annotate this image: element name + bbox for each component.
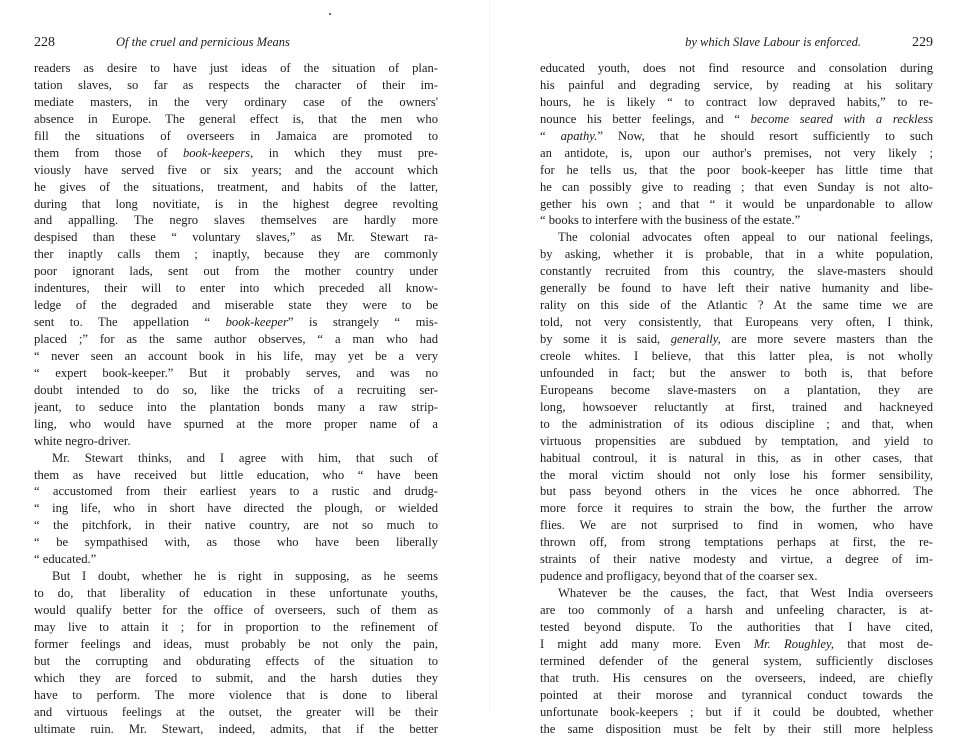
text-line: have to perform. The more violence that is done to liberal	[34, 687, 438, 702]
text-line: But I doubt, whether he is right in supposing, as he seems	[52, 569, 438, 584]
text-line: the same disposition must be felt by their still more helpless	[540, 721, 933, 736]
text-line: fill the situations of overseers in Jamaica are promoted to	[34, 128, 438, 143]
left-page	[34, 0, 438, 736]
text-line: them from those of book-keepers, in which they must pre-	[34, 145, 438, 160]
text-line: constantly recruited from this country, the slave-masters should	[540, 264, 933, 279]
right-body-text	[540, 60, 933, 738]
book-gutter	[489, 0, 491, 713]
text-line: “ books to interfere with the business of the estate.”	[540, 213, 801, 228]
text-line: to do, that liberality of education in these unfortunate youths,	[34, 586, 438, 601]
text-line: educated youth, does not find resource and consolation during	[540, 61, 933, 75]
text-line: ther inaptly calls them ; inaptly, because they are commonly	[34, 247, 438, 262]
text-line: “ ing life, who in short have directed the plough, or wielded	[34, 501, 438, 516]
text-line: “ expert book-keeper.” But it probably serves, and was no	[34, 365, 438, 380]
text-line: may live to attain it ; for in proportion to the refinement of	[34, 619, 438, 634]
text-line: mediate masters, in the very ordinary case of the owners'	[34, 94, 438, 109]
text-line: them as have received but little education, who “ have been	[34, 467, 438, 482]
right-running-head	[540, 35, 933, 53]
text-line: his painful and degrading service, by reading at his solitary	[540, 77, 933, 92]
text-line: “ apathy.” Now, that he should resort sufficiently to such	[540, 128, 933, 143]
text-line: termined defender of the general system, sufficiently discloses	[540, 653, 933, 668]
text-line: readers as desire to have just ideas of the situation of plan-	[34, 61, 438, 75]
text-line: he can possibly give to reading ; that even Sunday is not alto-	[540, 179, 933, 194]
text-line: ultimate ruin. Mr. Stewart, indeed, admits, that if the better	[34, 721, 438, 736]
text-line: by asking, whether it is probable, that in a white population,	[540, 247, 933, 262]
text-line: tation slaves, so far as respects the character of their im-	[34, 77, 438, 92]
right-page-number: 229	[912, 35, 933, 50]
text-line: pointed at their morose and tyrannical conduct towards the	[540, 687, 933, 702]
text-line: virtuous propensities are subdued by temptation, and yield to	[540, 433, 933, 448]
text-line: generally be found to have left their native humanity and libe-	[540, 281, 933, 296]
text-line: The colonial advocates often appeal to our national feelings,	[558, 230, 933, 245]
text-line: ledge of the degraded and miserable state they were to be	[34, 298, 438, 313]
text-line: doubt intended to do so, like the tricks of a recruiting ser-	[34, 382, 438, 397]
right-running-title: by which Slave Labour is enforced.	[685, 35, 861, 49]
text-line: gether his own ; and that “ it would be unpardonable to allow	[540, 196, 933, 211]
text-line: Whatever be the causes, the fact, that West India overseers	[558, 586, 933, 601]
text-line: “ be sympathised with, as those who have been liberally	[34, 535, 438, 550]
text-line: told, not very consistently, that Europeans very often, I think,	[540, 315, 933, 330]
text-line: Mr. Stewart thinks, and I agree with him, that such of	[52, 450, 438, 465]
text-line: flies. We are not surprised to find in women, who have	[540, 518, 933, 533]
text-line: an antidote, is, upon our author's premises, not very likely ;	[540, 145, 933, 160]
text-line: placed ;” for as the same author observes, “ a man who had	[34, 332, 438, 346]
text-line: rality on this side of the Atlantic ? At the same time we are	[540, 298, 933, 313]
text-line: jeant, to seduce into the plantation bonds many a raw strip-	[34, 399, 438, 414]
text-line: I might add many more. Even Mr. Roughley, that most de-	[540, 636, 933, 651]
text-line: despised than these “ voluntary slaves,” as Mr. Stewart ra-	[34, 230, 438, 245]
text-line: creole whites. I believe, that this latter plea, is not wholly	[540, 348, 933, 363]
text-line: but the corrupting and obdurating effects of the situation to	[34, 653, 438, 668]
text-line: straints of their native modesty and virtue, a degree of im-	[540, 552, 933, 567]
text-line: unfortunate book-keepers ; but if it could be doubted, whether	[540, 704, 933, 719]
text-line: “ accustomed from their earliest years to a rustic and drudg-	[34, 484, 438, 499]
text-line: white negro-driver.	[34, 433, 131, 448]
text-line: “ educated.”	[34, 552, 97, 567]
text-line: ling, who would have spurned at the more proper name of a	[34, 416, 438, 431]
text-line: and virtuous feelings at the outset, the greater will be their	[34, 704, 438, 719]
text-line: absence in Europe. The general effect is, that the men who	[34, 111, 438, 126]
left-running-title: Of the cruel and pernicious Means	[116, 35, 290, 49]
text-line: long, howsoever reluctantly at first, trained and hackneyed	[540, 399, 933, 414]
text-line: “ the pitchfork, in their native country, are not so much to	[34, 518, 438, 533]
text-line: are too commonly of a harsh and unfeeling character, is at-	[540, 603, 933, 617]
left-page-number: 228	[34, 35, 55, 50]
left-body-text	[34, 60, 438, 738]
text-line: tested beyond dispute. To the authorities that I have cited,	[540, 619, 933, 634]
text-line: thrown off, from strong temptations perhaps at first, the re-	[540, 535, 933, 550]
text-line: for he tells us, that the poor book-keeper has little time that	[540, 162, 933, 177]
text-line: sent to. The appellation “ book-keeper” is strangely “ mis-	[34, 315, 438, 330]
text-line: former feelings and ideas, must probably be not only the pain,	[34, 636, 438, 651]
text-line: during that long novitiate, is in the highest degree revolting	[34, 196, 438, 211]
right-page	[540, 0, 933, 736]
text-line: poor ignorant lads, sent out from the mother country under	[34, 264, 438, 279]
text-line: and appalling. The negro slaves themselves are hardly more	[34, 213, 438, 228]
text-line: would qualify better for the office of overseers, such of them as	[34, 603, 438, 617]
text-line: Europeans become slave-masters on a plantation, they are	[540, 382, 933, 397]
text-line: viously have served five or six years; and the account which	[34, 162, 438, 177]
text-line: but pass beyond others in the vices he once abhorred. The	[540, 484, 933, 499]
text-line: pudence and profligacy, beyond that of the coarser sex.	[540, 569, 818, 584]
text-line: nounce his better feelings, and “ become seared with a reckless	[540, 111, 933, 126]
text-line: he gives of the situations, treatment, and habits of the latter,	[34, 179, 438, 194]
text-line: habitual controul, it is natural in this, as in other cases, that	[540, 450, 933, 465]
text-line: by some it is said, generally, are more severe masters than the	[540, 332, 933, 346]
text-line: more force it requires to strain the bow, the further the arrow	[540, 501, 933, 516]
text-line: indentures, their will to enter into which preceded all know-	[34, 281, 438, 296]
text-line: to the administration of its odious discipline ; and that, when	[540, 416, 933, 431]
text-line: unfounded in fact; but the answer to both is, that before	[540, 365, 933, 380]
text-line: “ never seen an account book in his life, may yet be a very	[34, 348, 438, 363]
text-line: that truth. His censures on the overseers, indeed, are chiefly	[540, 670, 933, 685]
text-line: the moral victim should not only lose his former sensibility,	[540, 467, 933, 482]
left-running-head	[34, 35, 438, 53]
text-line: hours, he is likely “ to contract low depraved habits,” to re-	[540, 94, 933, 109]
text-line: which they are forced to submit, and the harsh duties they	[34, 670, 438, 685]
